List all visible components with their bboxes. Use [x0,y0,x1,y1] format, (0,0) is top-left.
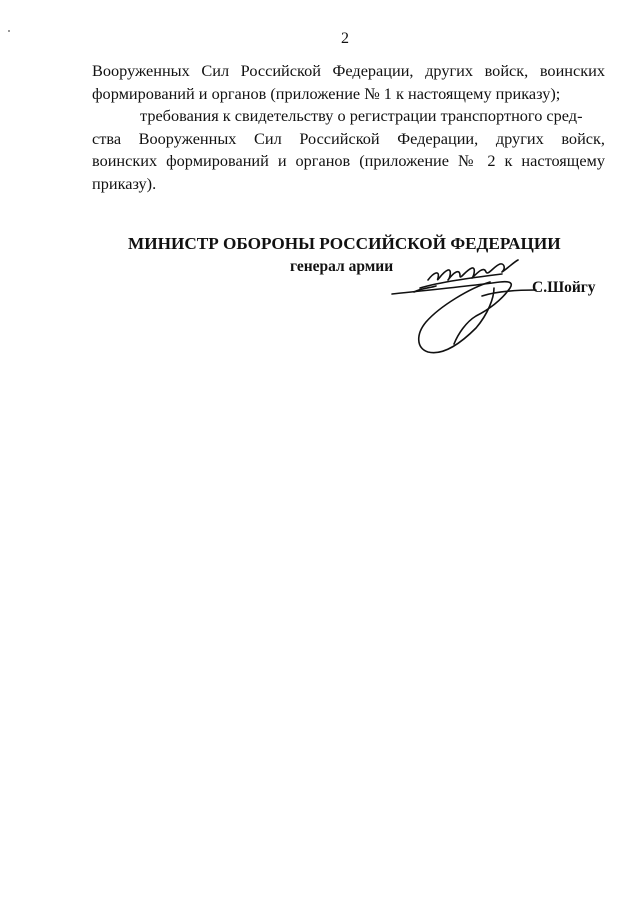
signatory-rank: генерал армии [290,258,394,275]
body-line: Вооруженных Сил Российской Федерации, других войск, воинских [92,61,605,80]
body-line: требования к свидетельству о регистрации транспортного сред- [140,106,583,126]
page-number: 2 [341,30,349,47]
body-line: воинских формирований и органов (приложение № 2 к настоящему [92,151,605,171]
handwritten-signature [390,248,550,358]
body-line: формирований и органов (приложение № 1 к настоящему приказу); [92,83,561,103]
signatory-name: С.Шойгу [532,279,596,296]
signatory-title: МИНИСТР ОБОРОНЫ РОССИЙСКОЙ ФЕДЕРАЦИИ [128,234,561,253]
body-text [92,60,605,196]
body-line: ства Вооруженных Сил Российской Федерации, других войск, [92,128,605,148]
body-line: приказу). [92,173,157,193]
